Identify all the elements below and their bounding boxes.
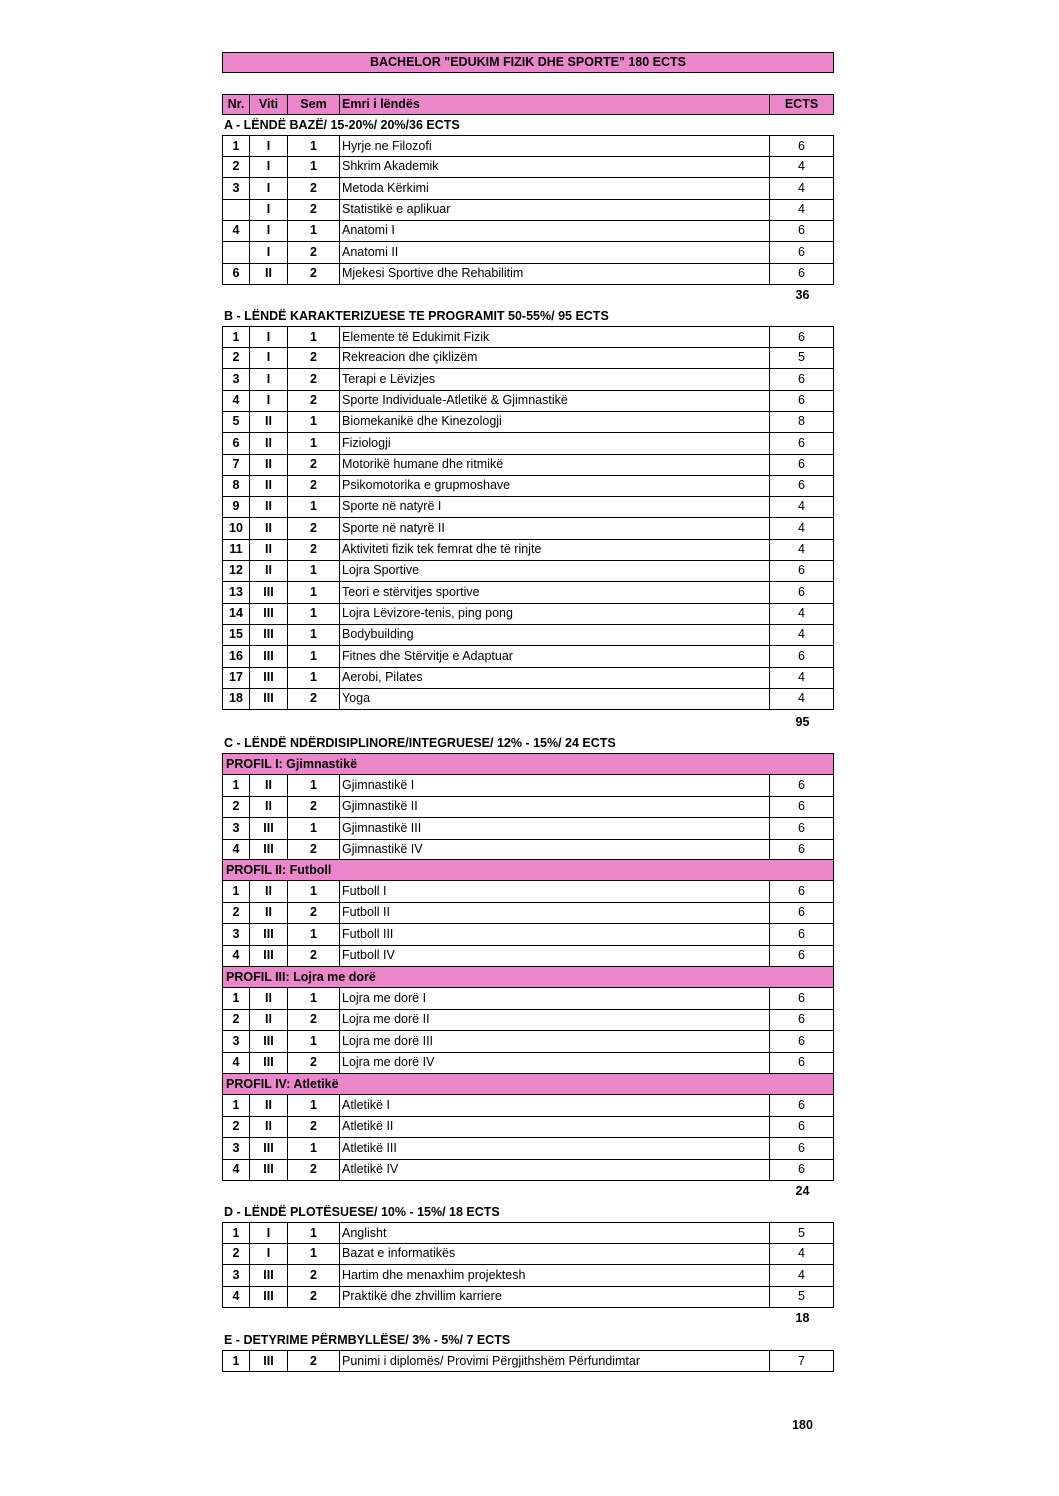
cell-viti: III (250, 688, 288, 709)
cell-viti: III (250, 1052, 288, 1073)
cell-sem: 2 (288, 199, 340, 220)
table-row (222, 667, 834, 689)
cell-sem: 1 (288, 220, 340, 241)
cell-sem: 1 (288, 1223, 340, 1243)
cell-name: Anatomi I (340, 220, 770, 241)
cell-viti: II (250, 560, 288, 581)
cell-nr: 2 (223, 796, 250, 817)
table-row (222, 988, 834, 1010)
cell-name: Biomekanikë dhe Kinezologji (340, 411, 770, 432)
cell-name: Fiziologji (340, 433, 770, 454)
cell-ects: 6 (798, 1054, 805, 1069)
table-row (222, 156, 834, 178)
section-a-title: A - LËNDË BAZË/ 15-20%/ 20%/36 ECTS (224, 118, 460, 132)
table-row (222, 1243, 834, 1265)
cell-name: Psikomotorika e grupmoshave (340, 475, 770, 496)
cell-viti: I (250, 156, 288, 177)
cell-nr: 4 (223, 390, 250, 411)
header-name: Emri i lëndës (340, 95, 770, 114)
cell-nr: 4 (223, 1159, 250, 1180)
table-row (222, 881, 834, 903)
cell-ects: 6 (798, 905, 805, 920)
cell-nr: 2 (223, 1009, 250, 1030)
cell-sem: 2 (288, 178, 340, 199)
cell-nr: 15 (223, 624, 250, 645)
cell-viti: I (250, 1243, 288, 1264)
table-row (222, 560, 834, 582)
cell-nr: 11 (223, 539, 250, 560)
cell-ects: 6 (798, 371, 805, 386)
cell-sem: 2 (288, 1286, 340, 1307)
document-title: BACHELOR "EDUKIM FIZIK DHE SPORTE" 180 ECTS (222, 52, 834, 73)
table-row (222, 539, 834, 561)
table-row (222, 603, 834, 625)
table-row (222, 1116, 834, 1138)
cell-sem: 1 (288, 924, 340, 945)
cell-viti: III (250, 646, 288, 667)
cell-ects: 6 (798, 884, 805, 898)
cell-name: Aerobi, Pilates (340, 667, 770, 688)
cell-viti: I (250, 369, 288, 390)
cell-viti: III (250, 603, 288, 624)
cell-ects: 6 (798, 947, 805, 962)
cell-name: Lojra Sportive (340, 560, 770, 581)
cell-viti: III (250, 1138, 288, 1159)
cell-name: Gjimnastikë IV (340, 839, 770, 860)
table-row (222, 242, 834, 264)
cell-nr: 3 (223, 1265, 250, 1286)
cell-nr: 2 (223, 347, 250, 368)
cell-viti: I (250, 178, 288, 199)
cell-name: Bazat e informatikës (340, 1243, 770, 1264)
table-row (222, 475, 834, 497)
table-row (222, 1095, 834, 1117)
cell-viti: I (250, 390, 288, 411)
table-row (222, 646, 834, 668)
cell-viti: III (250, 1351, 288, 1371)
cell-ects: 6 (798, 435, 805, 450)
cell-viti: III (250, 945, 288, 966)
table-row (222, 1031, 834, 1053)
cell-name: Shkrim Akademik (340, 156, 770, 177)
cell-viti: II (250, 539, 288, 560)
profile-header: PROFIL I: Gjimnastikë (222, 753, 834, 775)
cell-sem: 2 (288, 1159, 340, 1180)
cell-sem: 1 (288, 1138, 340, 1159)
cell-name: Lojra me dorë I (340, 988, 770, 1009)
cell-name: Anatomi II (340, 242, 770, 263)
section-d-title: D - LËNDË PLOTËSUESE/ 10% - 15%/ 18 ECTS (224, 1205, 500, 1219)
header-sem: Sem (288, 95, 340, 114)
cell-sem: 1 (288, 496, 340, 517)
cell-ects: 6 (798, 1033, 805, 1048)
table-row (222, 518, 834, 540)
cell-viti: I (250, 220, 288, 241)
cell-nr: 2 (223, 1243, 250, 1264)
cell-nr (223, 242, 250, 263)
cell-nr: 4 (223, 1286, 250, 1307)
cell-ects: 4 (798, 201, 805, 216)
cell-name: Atletikë IV (340, 1159, 770, 1180)
cell-viti: III (250, 818, 288, 839)
cell-name: Atletikë III (340, 1138, 770, 1159)
cell-nr: 1 (223, 881, 250, 902)
cell-name: Metoda Kërkimi (340, 178, 770, 199)
cell-ects: 4 (798, 159, 805, 174)
cell-nr: 3 (223, 178, 250, 199)
cell-ects: 6 (798, 1161, 805, 1176)
cell-sem: 1 (288, 603, 340, 624)
cell-viti: III (250, 1031, 288, 1052)
cell-ects: 6 (798, 1098, 805, 1112)
cell-nr: 16 (223, 646, 250, 667)
cell-name: Sporte në natyrë II (340, 518, 770, 539)
cell-ects: 6 (798, 392, 805, 407)
table-row (222, 1265, 834, 1287)
header-ects: ECTS (784, 97, 819, 111)
cell-viti: II (250, 881, 288, 902)
cell-viti: II (250, 1009, 288, 1030)
table-row (222, 496, 834, 518)
cell-sem: 2 (288, 1265, 340, 1286)
cell-name: Atletikë II (340, 1116, 770, 1137)
cell-name: Futboll II (340, 902, 770, 923)
cell-viti: III (250, 582, 288, 603)
table-row (222, 796, 834, 818)
section-c-subtotal: 24 (795, 1184, 810, 1198)
cell-sem: 2 (288, 902, 340, 923)
cell-viti: II (250, 1116, 288, 1137)
cell-name: Terapi e Lëvizjes (340, 369, 770, 390)
table-row (222, 1009, 834, 1031)
cell-ects: 6 (798, 265, 805, 280)
table-row (222, 135, 834, 157)
table-row (222, 369, 834, 391)
cell-sem: 1 (288, 667, 340, 688)
cell-sem: 1 (288, 327, 340, 347)
cell-name: Lojra me dorë IV (340, 1052, 770, 1073)
table-row (222, 945, 834, 967)
table-row (222, 1159, 834, 1181)
cell-ects: 6 (798, 1119, 805, 1134)
table-header (222, 94, 834, 115)
cell-ects: 4 (798, 691, 805, 706)
cell-viti: II (250, 496, 288, 517)
cell-ects: 6 (798, 244, 805, 259)
cell-nr: 1 (223, 775, 250, 796)
cell-nr: 1 (223, 327, 250, 347)
cell-sem: 2 (288, 1009, 340, 1030)
cell-sem: 1 (288, 1243, 340, 1264)
cell-nr: 1 (223, 988, 250, 1009)
cell-viti: III (250, 1159, 288, 1180)
cell-viti: II (250, 263, 288, 284)
cell-name: Sporte Individuale-Atletikë & Gjimnastikë (340, 390, 770, 411)
cell-name: Teori e stërvitjes sportive (340, 582, 770, 603)
cell-name: Hyrje ne Filozofi (340, 136, 770, 156)
section-d-subtotal: 18 (795, 1311, 810, 1325)
cell-ects: 4 (798, 180, 805, 195)
cell-ects: 6 (798, 926, 805, 941)
cell-name: Aktiviteti fizik tek femrat dhe të rinjte (340, 539, 770, 560)
cell-nr: 5 (223, 411, 250, 432)
cell-nr: 1 (223, 1351, 250, 1371)
cell-ects: 6 (798, 478, 805, 493)
table-row (222, 263, 834, 285)
cell-ects: 6 (798, 820, 805, 835)
cell-ects: 6 (798, 456, 805, 471)
cell-name: Bodybuilding (340, 624, 770, 645)
cell-sem: 2 (288, 390, 340, 411)
cell-ects: 6 (798, 223, 805, 238)
cell-nr: 1 (223, 1095, 250, 1116)
cell-name: Mjekesi Sportive dhe Rehabilitim (340, 263, 770, 284)
cell-nr: 4 (223, 945, 250, 966)
cell-nr: 3 (223, 1031, 250, 1052)
cell-sem: 2 (288, 796, 340, 817)
table-row (222, 688, 834, 710)
cell-viti: II (250, 1095, 288, 1116)
cell-sem: 2 (288, 263, 340, 284)
section-e-title: E - DETYRIME PËRMBYLLËSE/ 3% - 5%/ 7 ECTS (224, 1333, 511, 1347)
cell-sem: 2 (288, 454, 340, 475)
cell-name: Yoga (340, 688, 770, 709)
cell-nr: 1 (223, 136, 250, 156)
cell-sem: 2 (288, 1351, 340, 1371)
cell-sem: 1 (288, 560, 340, 581)
cell-sem: 1 (288, 775, 340, 796)
cell-name: Sporte në natyrë I (340, 496, 770, 517)
table-row (222, 347, 834, 369)
grand-total: 180 (792, 1418, 813, 1432)
cell-ects: 4 (798, 627, 805, 642)
cell-name: Gjimnastikë II (340, 796, 770, 817)
table-row (222, 818, 834, 840)
cell-name: Fitnes dhe Stërvitje e Adaptuar (340, 646, 770, 667)
cell-sem: 1 (288, 411, 340, 432)
cell-name: Praktikë dhe zhvillim karriere (340, 1286, 770, 1307)
profile-header: PROFIL IV: Atletikë (222, 1073, 834, 1095)
cell-nr: 2 (223, 1116, 250, 1137)
cell-name: Futboll III (340, 924, 770, 945)
cell-viti: II (250, 988, 288, 1009)
cell-nr: 3 (223, 924, 250, 945)
cell-sem: 2 (288, 518, 340, 539)
cell-name: Lojra Lëvizore-tenis, ping pong (340, 603, 770, 624)
cell-name: Lojra me dorë II (340, 1009, 770, 1030)
cell-sem: 2 (288, 347, 340, 368)
cell-ects: 6 (798, 841, 805, 856)
cell-sem: 1 (288, 433, 340, 454)
cell-ects: 4 (798, 520, 805, 535)
cell-nr: 3 (223, 369, 250, 390)
cell-sem: 2 (288, 945, 340, 966)
cell-name: Statistikë e aplikuar (340, 199, 770, 220)
header-nr: Nr. (223, 95, 250, 114)
cell-viti: II (250, 411, 288, 432)
cell-ects: 7 (798, 1354, 805, 1368)
cell-ects: 5 (798, 1226, 805, 1240)
table-row (222, 390, 834, 412)
table-row (222, 839, 834, 861)
cell-viti: II (250, 433, 288, 454)
cell-nr: 10 (223, 518, 250, 539)
section-c-title: C - LËNDË NDËRDISIPLINORE/INTEGRUESE/ 12% - 15%/ 24 ECTS (224, 736, 616, 750)
profile-header: PROFIL III: Lojra me dorë (222, 966, 834, 988)
cell-nr: 3 (223, 818, 250, 839)
cell-name: Gjimnastikë III (340, 818, 770, 839)
cell-sem: 2 (288, 242, 340, 263)
table-row (222, 199, 834, 221)
cell-ects: 6 (798, 1012, 805, 1027)
cell-viti: II (250, 454, 288, 475)
cell-viti: II (250, 475, 288, 496)
cell-viti: III (250, 1265, 288, 1286)
cell-sem: 1 (288, 1031, 340, 1052)
cell-nr (223, 199, 250, 220)
cell-sem: 2 (288, 688, 340, 709)
cell-name: Futboll I (340, 881, 770, 902)
cell-name: Atletikë I (340, 1095, 770, 1116)
table-row (222, 178, 834, 200)
cell-viti: II (250, 518, 288, 539)
table-row (222, 624, 834, 646)
cell-name: Punimi i diplomës/ Provimi Përgjithshëm Përfundimtar (340, 1351, 770, 1371)
cell-viti: II (250, 775, 288, 796)
table-row (222, 1350, 834, 1372)
cell-ects: 4 (798, 669, 805, 684)
cell-ects: 6 (798, 778, 805, 792)
cell-ects: 4 (798, 1246, 805, 1261)
cell-ects: 4 (798, 542, 805, 556)
cell-ects: 5 (798, 1288, 805, 1303)
table-row (222, 902, 834, 924)
cell-sem: 1 (288, 1095, 340, 1116)
cell-sem: 2 (288, 1116, 340, 1137)
cell-nr: 8 (223, 475, 250, 496)
cell-nr: 18 (223, 688, 250, 709)
cell-viti: III (250, 624, 288, 645)
cell-viti: I (250, 1223, 288, 1243)
cell-ects: 6 (798, 799, 805, 814)
profile-header: PROFIL II: Futboll (222, 859, 834, 881)
cell-nr: 4 (223, 220, 250, 241)
table-row (222, 1138, 834, 1160)
cell-nr: 3 (223, 1138, 250, 1159)
cell-ects: 6 (798, 330, 805, 344)
cell-viti: III (250, 839, 288, 860)
cell-viti: I (250, 242, 288, 263)
cell-name: Gjimnastikë I (340, 775, 770, 796)
cell-sem: 2 (288, 539, 340, 560)
table-row (222, 326, 834, 348)
cell-name: Lojra me dorë III (340, 1031, 770, 1052)
header-viti: Viti (250, 95, 288, 114)
cell-ects: 8 (798, 414, 805, 429)
cell-viti: I (250, 327, 288, 347)
cell-nr: 9 (223, 496, 250, 517)
cell-viti: II (250, 796, 288, 817)
table-row (222, 924, 834, 946)
cell-nr: 4 (223, 1052, 250, 1073)
cell-sem: 2 (288, 475, 340, 496)
cell-nr: 7 (223, 454, 250, 475)
cell-viti: I (250, 347, 288, 368)
cell-name: Hartim dhe menaxhim projektesh (340, 1265, 770, 1286)
table-row (222, 582, 834, 604)
section-a-subtotal: 36 (795, 288, 810, 302)
section-b-title: B - LËNDË KARAKTERIZUESE TE PROGRAMIT 50-55%/ 95 ECTS (224, 309, 609, 323)
table-row (222, 1286, 834, 1308)
cell-nr: 14 (223, 603, 250, 624)
cell-viti: I (250, 199, 288, 220)
cell-ects: 5 (798, 350, 805, 365)
cell-ects: 6 (798, 563, 805, 578)
cell-ects: 6 (798, 584, 805, 599)
cell-name: Futboll IV (340, 945, 770, 966)
cell-viti: I (250, 136, 288, 156)
cell-viti: III (250, 924, 288, 945)
table-row (222, 1052, 834, 1074)
cell-nr: 12 (223, 560, 250, 581)
table-row (222, 1222, 834, 1244)
cell-ects: 6 (798, 991, 805, 1005)
cell-nr: 17 (223, 667, 250, 688)
table-row (222, 433, 834, 455)
cell-name: Motorikë humane dhe ritmikë (340, 454, 770, 475)
section-b-subtotal: 95 (795, 715, 810, 729)
cell-sem: 2 (288, 1052, 340, 1073)
cell-sem: 1 (288, 988, 340, 1009)
cell-sem: 1 (288, 582, 340, 603)
cell-nr: 6 (223, 433, 250, 454)
cell-viti: III (250, 1286, 288, 1307)
cell-sem: 1 (288, 624, 340, 645)
cell-sem: 1 (288, 818, 340, 839)
cell-sem: 1 (288, 881, 340, 902)
cell-nr: 1 (223, 1223, 250, 1243)
cell-nr: 6 (223, 263, 250, 284)
table-row (222, 775, 834, 797)
cell-viti: II (250, 902, 288, 923)
cell-sem: 1 (288, 156, 340, 177)
cell-sem: 1 (288, 646, 340, 667)
cell-nr: 4 (223, 839, 250, 860)
table-row (222, 220, 834, 242)
cell-name: Anglisht (340, 1223, 770, 1243)
cell-ects: 4 (798, 499, 805, 514)
cell-name: Elemente të Edukimit Fizik (340, 327, 770, 347)
cell-ects: 6 (798, 139, 805, 153)
table-row (222, 454, 834, 476)
cell-sem: 1 (288, 136, 340, 156)
cell-viti: III (250, 667, 288, 688)
cell-sem: 2 (288, 369, 340, 390)
cell-nr: 2 (223, 156, 250, 177)
cell-nr: 13 (223, 582, 250, 603)
cell-ects: 4 (798, 605, 805, 620)
cell-ects: 6 (798, 1140, 805, 1155)
cell-sem: 2 (288, 839, 340, 860)
cell-ects: 6 (798, 648, 805, 663)
cell-name: Rekreacion dhe çiklizëm (340, 347, 770, 368)
table-row (222, 411, 834, 433)
cell-ects: 4 (798, 1267, 805, 1282)
cell-nr: 2 (223, 902, 250, 923)
